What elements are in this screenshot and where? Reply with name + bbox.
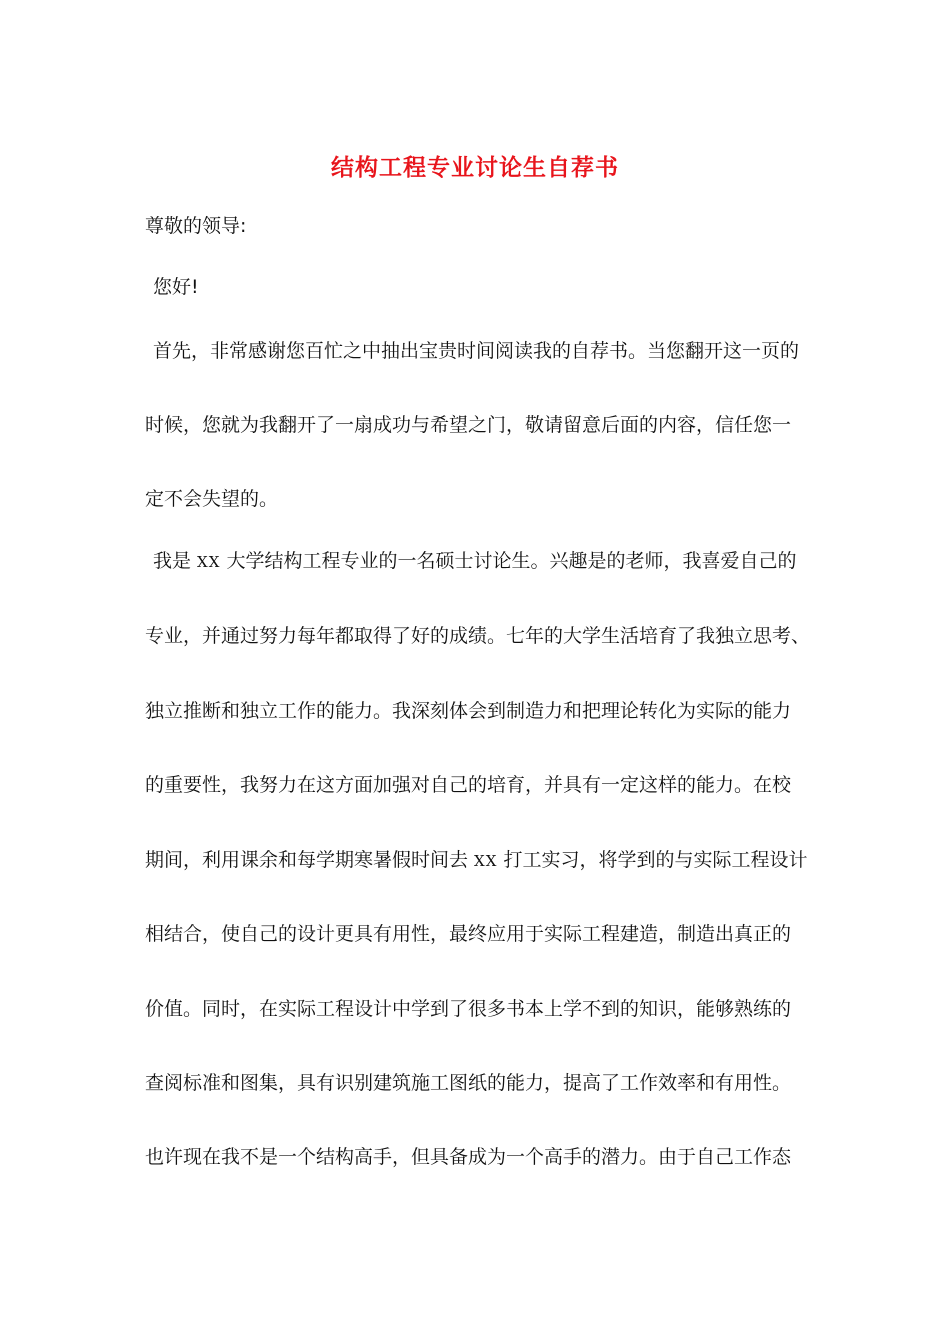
body-line: 的重要性，我努力在这方面加强对自己的培育，并具有一定这样的能力。在校: [145, 774, 792, 796]
body-line: 期间，利用课余和每学期寒暑假时间去 XX 打工实习，将学到的与实际工程设计: [145, 849, 808, 871]
body-line: 定不会失望的。: [145, 488, 279, 510]
body-line: 独立推断和独立工作的能力。我深刻体会到制造力和把理论转化为实际的能力: [145, 700, 792, 722]
placeholder-xx: XX: [474, 852, 498, 870]
salutation: 尊敬的领导:: [145, 215, 247, 237]
body-line: 价值。同时，在实际工程设计中学到了很多书本上学不到的知识，能够熟练的: [145, 998, 792, 1020]
body-line: 相结合，使自己的设计更具有用性，最终应用于实际工程建造，制造出真正的: [145, 923, 792, 945]
body-line: 专业，并通过努力每年都取得了好的成绩。七年的大学生活培育了我独立思考、: [145, 625, 811, 647]
body-line: 我是 XX 大学结构工程专业的一名硕士讨论生。兴趣是的老师，我喜爱自己的: [153, 550, 797, 572]
placeholder-xx: XX: [197, 553, 221, 571]
document-title: 结构工程专业讨论生自荐书: [331, 154, 619, 181]
body-line: 查阅标准和图集，具有识别建筑施工图纸的能力，提高了工作效率和有用性。: [145, 1072, 792, 1094]
greeting: 您好!: [153, 276, 199, 298]
body-line: 首先，非常感谢您百忙之中抽出宝贵时间阅读我的自荐书。当您翻开这一页的: [153, 340, 800, 362]
body-line: 也许现在我不是一个结构高手，但具备成为一个高手的潜力。由于自己工作态: [145, 1146, 792, 1168]
body-line: 时候，您就为我翻开了一扇成功与希望之门，敬请留意后面的内容，信任您一: [145, 414, 792, 436]
